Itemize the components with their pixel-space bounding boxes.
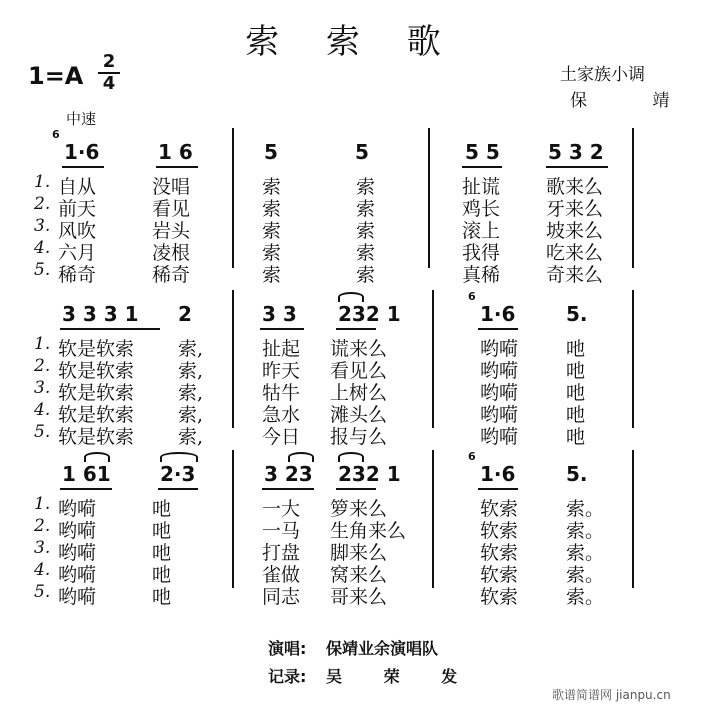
lyric: 哟嗬 (480, 360, 519, 382)
lyric: 滩头么 (330, 404, 388, 426)
lyric: 岩头 (152, 220, 191, 242)
lyric: 哥来么 (330, 586, 388, 608)
lyric: 索 (356, 220, 376, 242)
lyric: 哟嗬 (58, 498, 97, 520)
bar-line (632, 290, 634, 428)
lyric: 牯牛 (262, 382, 301, 404)
watermark: 歌谱简谱网 jianpu.cn (552, 688, 671, 702)
beam (336, 328, 376, 330)
verse-number: 4. (34, 238, 51, 258)
verse-number: 2. (34, 356, 51, 376)
note-group: 1 61 (62, 462, 111, 486)
verse-number: 1. (34, 334, 51, 354)
lyric: 歌来么 (546, 176, 604, 198)
lyric: 凌根 (152, 242, 191, 264)
lyric: 奇来么 (546, 264, 604, 286)
lyric: 谎来么 (330, 338, 388, 360)
lyric: 软索 (480, 542, 519, 564)
note-group: 1·6 (480, 462, 516, 486)
lyric: 索。 (566, 542, 605, 564)
lyric: 软是软索 (58, 426, 135, 448)
verse-number: 5. (34, 260, 51, 280)
lyric: 索, (178, 426, 204, 448)
lyric: 索, (178, 404, 204, 426)
verse-number: 2. (34, 194, 51, 214)
lyric: 吔 (566, 338, 586, 360)
lyric: 软是软索 (58, 382, 135, 404)
lyric: 吔 (566, 404, 586, 426)
lyric: 鸡长 (462, 198, 501, 220)
lyric: 稀奇 (152, 264, 191, 286)
lyric: 吔 (566, 360, 586, 382)
lyric: 看见么 (330, 360, 388, 382)
verse-number: 3. (34, 378, 51, 398)
lyric: 索, (178, 382, 204, 404)
lyric: 急水 (262, 404, 301, 426)
lyric: 索 (262, 264, 282, 286)
note-group: 5. (566, 302, 588, 326)
beam (262, 488, 314, 490)
key-signature: 1=A (28, 62, 84, 90)
lyric: 一大 (262, 498, 301, 520)
note-group: 1 6 (158, 140, 193, 164)
lyric: 哟嗬 (480, 382, 519, 404)
verse-number: 2. (34, 516, 51, 536)
note-group: 2 (178, 302, 192, 326)
lyric: 风吹 (58, 220, 97, 242)
verse-number: 5. (34, 582, 51, 602)
lyric: 吔 (152, 498, 172, 520)
lyric: 我得 (462, 242, 501, 264)
singer-label: 演唱: (268, 639, 307, 658)
verse-number: 4. (34, 560, 51, 580)
recorder-label: 记录: (268, 667, 307, 686)
lyric: 吃来么 (546, 242, 604, 264)
lyric: 箩来么 (330, 498, 388, 520)
note-group: 1·6 (480, 302, 516, 326)
bar-line (232, 128, 234, 268)
beam (478, 488, 518, 490)
lyric: 哟嗬 (480, 426, 519, 448)
beam (62, 166, 104, 168)
lyric: 索 (262, 198, 282, 220)
song-title: 索 索 歌 (245, 22, 459, 62)
lyric: 滚上 (462, 220, 501, 242)
lyric: 吔 (152, 564, 172, 586)
verse-number: 1. (34, 494, 51, 514)
lyric: 吔 (152, 586, 172, 608)
lyric: 牙来么 (546, 198, 604, 220)
lyric: 哟嗬 (480, 404, 519, 426)
verse-number: 3. (34, 216, 51, 236)
lyric: 自从 (58, 176, 97, 198)
note-group: 3 3 3 1 (62, 302, 139, 326)
lyric: 索 (262, 242, 282, 264)
lyric: 上树么 (330, 382, 388, 404)
lyric: 哟嗬 (58, 542, 97, 564)
lyric: 脚来么 (330, 542, 388, 564)
lyric: 索 (356, 242, 376, 264)
lyric: 真稀 (462, 264, 501, 286)
lyric: 吔 (152, 542, 172, 564)
lyric: 同志 (262, 586, 301, 608)
verse-number: 4. (34, 400, 51, 420)
lyric: 昨天 (262, 360, 301, 382)
lyric: 雀做 (262, 564, 301, 586)
bar-line (232, 450, 234, 588)
grace-note: 6 (52, 128, 60, 141)
lyric: 生角来么 (330, 520, 407, 542)
grace-note: 6 (468, 450, 476, 463)
lyric: 稀奇 (58, 264, 97, 286)
beam (60, 488, 112, 490)
note-group: 232 1 (338, 462, 401, 486)
note-group: 232 1 (338, 302, 401, 326)
tempo-marking: 中速 (66, 110, 97, 128)
beam (260, 328, 304, 330)
lyric: 哟嗬 (58, 564, 97, 586)
lyric: 软索 (480, 520, 519, 542)
note-group: 5 (264, 140, 278, 164)
genre-label: 土家族小调 (560, 65, 645, 85)
lyric: 索。 (566, 498, 605, 520)
lyric: 扯谎 (462, 176, 501, 198)
lyric: 报与么 (330, 426, 388, 448)
time-signature-top: 2 (102, 51, 116, 72)
lyric: 软是软索 (58, 360, 135, 382)
lyric: 一马 (262, 520, 301, 542)
singer-name: 保靖业余演唱队 (326, 639, 439, 658)
slur-mark (288, 452, 314, 462)
lyric: 软索 (480, 564, 519, 586)
note-group: 5. (566, 462, 588, 486)
lyric: 软是软索 (58, 338, 135, 360)
note-group: 5 5 (465, 140, 500, 164)
bar-line (432, 290, 434, 428)
lyric: 索。 (566, 564, 605, 586)
slur-mark (338, 292, 364, 302)
lyric: 吔 (566, 382, 586, 404)
lyric: 哟嗬 (58, 520, 97, 542)
slur-mark (160, 452, 198, 462)
lyric: 索。 (566, 520, 605, 542)
bar-line (232, 290, 234, 428)
beam (546, 166, 608, 168)
lyric: 坡来么 (546, 220, 604, 242)
beam (158, 488, 198, 490)
lyric: 哟嗬 (480, 338, 519, 360)
note-group: 5 3 2 (548, 140, 604, 164)
lyric: 六月 (58, 242, 97, 264)
note-group: 2·3 (160, 462, 196, 486)
time-signature (98, 52, 120, 94)
grace-note: 6 (468, 290, 476, 303)
lyric: 吔 (152, 520, 172, 542)
beam (462, 166, 502, 168)
verse-number: 5. (34, 422, 51, 442)
lyric: 索 (356, 198, 376, 220)
lyric: 索, (178, 338, 204, 360)
slur-mark (84, 452, 110, 462)
lyric: 索 (356, 176, 376, 198)
lyric: 前天 (58, 198, 97, 220)
lyric: 没唱 (152, 176, 191, 198)
lyric: 打盘 (262, 542, 301, 564)
beam (336, 488, 376, 490)
lyric: 索。 (566, 586, 605, 608)
lyric: 软索 (480, 586, 519, 608)
bar-line (432, 450, 434, 588)
lyric: 软索 (480, 498, 519, 520)
recorder-name: 吴 荣 发 (326, 667, 476, 686)
note-group: 5 (355, 140, 369, 164)
lyric: 吔 (566, 426, 586, 448)
lyric: 索 (262, 176, 282, 198)
lyric: 索 (262, 220, 282, 242)
verse-number: 1. (34, 172, 51, 192)
beam (156, 166, 198, 168)
author-label: 保 靖 (570, 91, 700, 111)
lyric: 软是软索 (58, 404, 135, 426)
bar-line (632, 450, 634, 588)
beam (478, 328, 518, 330)
lyric: 扯起 (262, 338, 301, 360)
lyric: 索, (178, 360, 204, 382)
verse-number: 3. (34, 538, 51, 558)
note-group: 3 23 (264, 462, 313, 486)
lyric: 哟嗬 (58, 586, 97, 608)
bar-line (632, 128, 634, 268)
time-signature-bottom: 4 (98, 72, 120, 94)
lyric: 看见 (152, 198, 191, 220)
bar-line (428, 128, 430, 268)
lyric: 今日 (262, 426, 301, 448)
lyric: 索 (356, 264, 376, 286)
note-group: 3 3 (262, 302, 297, 326)
slur-mark (338, 452, 364, 462)
note-group: 1·6 (64, 140, 100, 164)
lyric: 窝来么 (330, 564, 388, 586)
beam (60, 328, 160, 330)
